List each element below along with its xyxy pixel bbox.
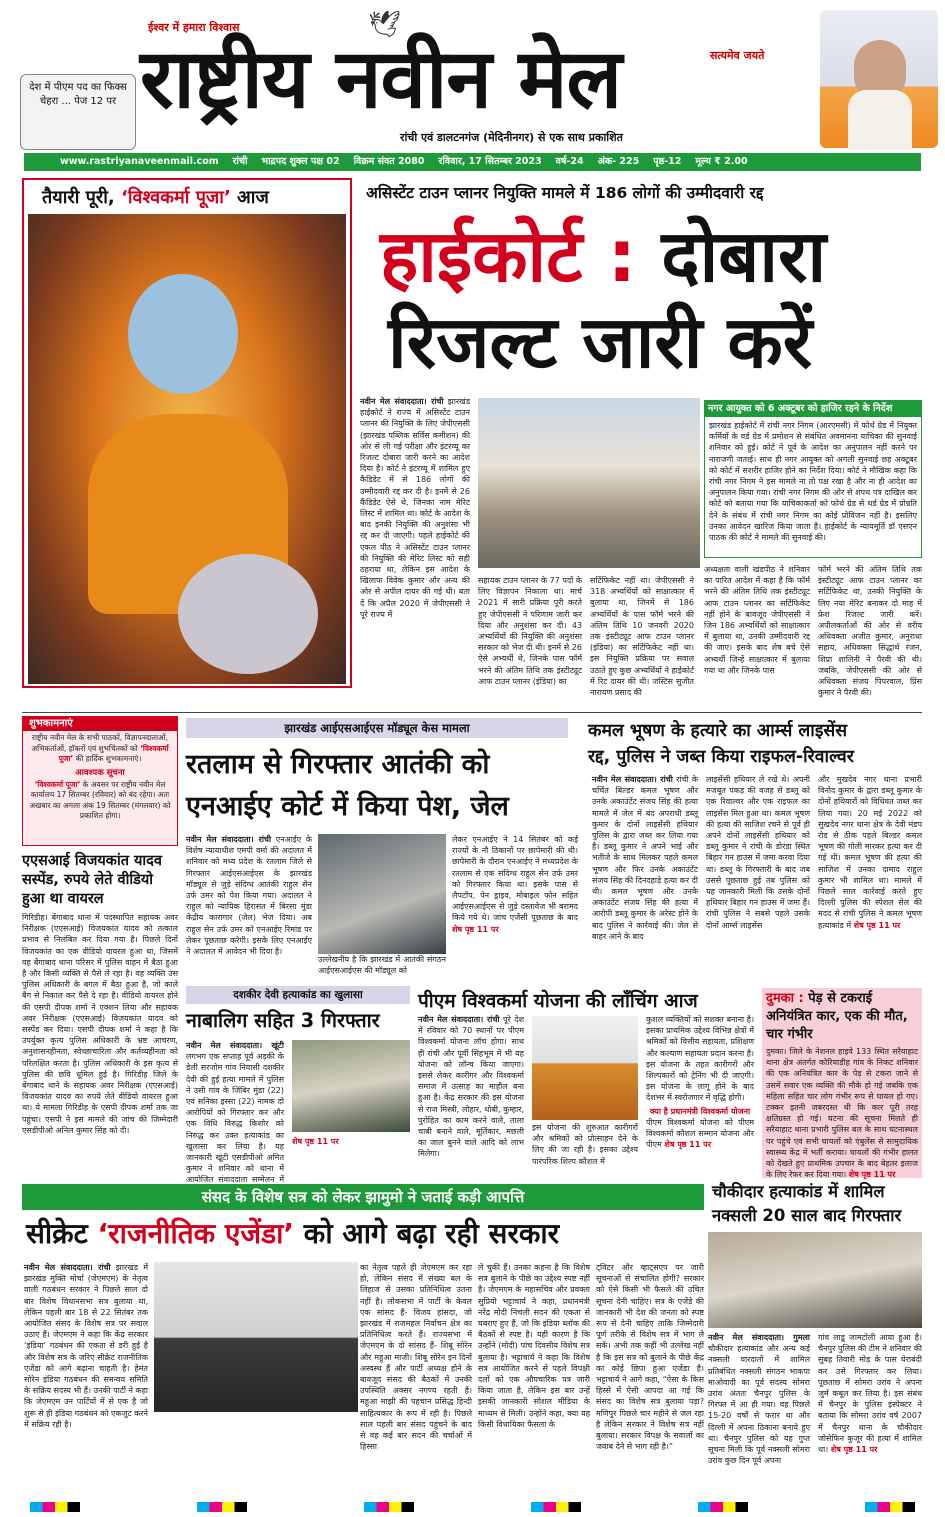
info-price: मूल्य ₹ 2.00 xyxy=(695,156,748,167)
bird-icon: 🕊 xyxy=(368,10,402,40)
kamal-col1: नवीन मेल संवाददाता। रांची रांची के चर्चित बिल्डर कमल भूषण और उनके अकाउंटेंट संजय सिंह की हत्या मामले में जेल में बंद अपराधी डब्लू कुमार के दोनों लाइसेंसी हथियार पुलिस के द्वारा जब्त कर लिया गया है। डब्लू कुमार ने अपने भाई और भतीजे के साथ मिलकर पहले कमल भूषण और फिर उनके अकाउंटेंट संजय सिंह की दिनदहाड़े हत्या कर दी थी। कमल भूषण और उनके अकाउंटेंट संजय सिंह की हत्या में आरोपी डब्लू कुमार के अरेस्ट होने के बाद पुलिस ने कार्रवाई की। जेल से बाहर आने के बाद xyxy=(592,775,699,941)
pm-col1: नवीन मेल संवाददाता। रांची पूरे देश में रविवार को 70 स्थानों पर पीएम विश्वकर्मा योजना लॉच होगा। साथ ही रांची और पूर्वी सिंहभूम में भी यह योजना को लॉन्च किया जाएगा। इससे लेकर कारीगर और विश्वकर्मा समाज में उत्साह का माहौल बना हुआ है। केंद्र सरकार की इस योजना से राज मिस्त्री, लोहार, धोबी, कुम्हार, पुरोहित का काम करने वाले, ताला चाबी बनाने वाले, मूर्तिकार, मछली का जाल बुनने वाले आदि को लाभ मिलेगा। xyxy=(418,1015,525,1159)
info-samvat: विक्रम संवत 2080 xyxy=(353,156,425,167)
kamal-headline-2: रद्द, पुलिस ने जब्त किया राइफल-रिवाल्वर xyxy=(588,747,854,767)
ear-text: देश में पीएम पद का फिक्स चेहरा ... पेज 12 पर xyxy=(29,82,127,107)
lead-col5: फॉर्म भरने की अंतिम तिथि तक इंस्टीट्यूट आफ टाउन प्लानर का सर्टिफिकेट था, उनकी नियुक्ति के लिए नया मेरिट बनाकर दो माह में फ्रेश रिजल्ट जारी करें। अपीलकर्ताओं की ओर से वरीय अधिवक्ता अजीत कुमार, अनुराधा सहाय, अधिवक्ता सिद्धार्थ रंजन, शिप्रा शालिनी ने पैरवी की थी। जबकि, जेपीएससी की ओर से अधिवक्ता संजय पिपरवाल, प्रिंस कुमार ने पैरवी की। xyxy=(818,565,922,698)
chowkidar-photo xyxy=(708,1232,922,1328)
dumka-box xyxy=(762,988,922,1178)
notice-text: ‘विश्वकर्मा पूजा’ के अवसर पर राष्ट्रीय नवीन मेल कार्यालय 17 सितम्बर (रविवार) को बंद रहेगा। अतः अखबार का अगला अंक 19 सितम्बर (मंगलवार) को प्रकाशित होगा। xyxy=(29,779,171,820)
pm-col2: कुशल व्यक्तियों को सशक्त बनाना है। इसका प्राथमिक उद्देश्य विभिन्न क्षेत्रों में श्रमिकों को वित्तीय सहायता, प्रशिक्षण और कल्याण सहायता प्रदान करना है। इस योजना के तहत कारीगरों और शिल्पकारों को ट्रेनिंग भी दी जाएगी। इस योजना के लागू होने के बाद देशभर में स्वरोजगार में वृद्धि होगी। क्या है प्रधानमंत्री विश्वकर्मा योजना पीएम विश्वकर्मा योजना को पीएम विश्वकर्मा कौशल सम्मान योजना और पीएम शेष पृष्ठ 11 पर xyxy=(646,1015,754,1150)
info-varsh: वर्ष-24 xyxy=(555,156,584,167)
dashkari-text: नवीन मेल संवाददाता। खूंटी लगभग एक सप्ताह पूर्व अड़की के डेली सरजोम गांव निवासी दशकीर देवी की हुई हत्या मामले में पुलिस ने उसी गांव के जिंबिर मुंडा (22) एवं सनिका इस्सा (22) नामक दो आरोपियों को गिरफ्तार कर और एक विधि विरुद्ध किशोर को निरुद्ध कर उक्त हत्याकांड का खुलासा कर लिया है। यह जानकारी खूंटी एसडीपीओ अमित कुमार ने शनिवार को थाना में आयोजित संवाददाता सम्मेलन में xyxy=(186,1041,284,1185)
bottom-col1: नवीन मेल संवाददाता। रांची झारखंड में झारखंड मुक्ति मोर्चा (जेएमएम) के नेतृत्व वाली गठबंधन सरकार ने पिछले साल दो बार विशेष विधानसभा सत्र बुलाया था, लेकिन पहली बार 18 से 22 सितंबर तक आयोजित संसद के विशेष सत्र पर सवाल उठाए हैं। जेएमएम ने कहा कि केंद्र सरकार ‘इंडिया’ गठबंधन की एकता से डरी हुई है और विशेष सत्र के जरिए सीक्रेट राजनीतिक एजेंडा को आगे बढ़ाना चाहती है। हेमंत सोरेन इंडिया गठबंधन की समन्वय समिति के सक्रिय सदस्य भी हैं। उनकी पार्टी ने कहा कि जेएमएम उन पार्टियों में से एक है जो शुरू से ही इंडिया गठबंधन को एकजुट करने में सक्रिय रही है। xyxy=(24,1263,148,1429)
chowkidar-col1: नवीन मेल संवाददाता। गुमला चौकीदार हत्याकांड और अन्य कई नक्सली वारदातों में शामिल प्रतिबंधित नक्सली संगठन भाकपा माओवादी का पूर्व सदस्य सोमरा उरांव अंततः चैनपुर पुलिस के गिरफ्त में आ ही गया। वह पिछले 15-20 वर्षों से फरार था और दिल्ली में अपना ठिकाना बनाये हुए था। चैनपुर पुलिस को यह गुप्त सूचना मिली कि पूर्व नक्सली सोमरा उरांव कुछ दिन पूर्व अपना xyxy=(708,1333,810,1466)
asi-text: गिरिडीह। बेंगाबाद थाना में पदस्थापित सहायक अवर निरीक्षक (एएसआई) विजयकांत यादव को तत्काल प्रभाव से निलंबित कर दिया गया है। पिछले दिनों विजयकांत का एक वीडियो वायरल हुआ था, जिसमें वह बेंगाबाद थाना परिसर में पुलिस वाहन में बैठा हुआ है और किसी व्यक्ति से पैसे ले रहा है। वह व्यक्ति उस पुलिस अधिकारी के बगल में बैठा हुआ है, जो काले बैग से निकाल कर पैसे दे रहा है। वीडियो वायरल होने की एसपी दीपक शर्मा ने एक्शन लिया और सहायक अवर निरीक्षक (एएसआई) विजयकांत यादव को सस्पेंड कर दिया। एसपी दीपक शर्मा ने कहा है कि उपर्युक्त कृत्य पुलिस अधिकारी के भ्रष्ट आचरण, अनुशासनहीनता, स्वेच्छाचारिता और कर्तव्यहीनता को परिलक्षित करता है। पुलिस अधिकारी के इस कृत्य से पुलिस की छवि धूमिल हुई है। गिरिडीह जिले के बेंगाबाद थाने के सहायक अवर निरीक्षक (एएसआई) विजयकांत यादव का रुपये लेते वीडियो वायरल हुआ था। ये मामला गिरिडीह के एसपी दीपक शर्मा तक जा पहुंचा। एसपी ने इस मामले की जांच की जिम्मेदारी एसडीपीओ अनिल कुमार सिंह को दी। xyxy=(22,913,178,1135)
ratlam-headline: रतलाम से गिरफ्तार आतंकी को एनआईए कोर्ट में किया पेश, जेल xyxy=(186,749,509,822)
lead-kicker: असिस्टेंट टाउन प्लानर नियुक्ति मामले में 186 लोगों की उम्मीदवारी रद्द xyxy=(366,184,764,202)
info-date: रविवार, 17 सितम्बर 2023 xyxy=(438,156,542,167)
nagar-box-text: झारखंड हाईकोर्ट में रांची नगर निगम (आरएमसी) में फोर्थ ग्रेड में नियुक्त कर्मियों के वर्ड ग्रेड में प्रमोशन से संबंधित अवमानना याचिका की सुनवाई शनिवार को हुई। कोर्ट ने पूर्व के आदेश का अनुपालन नहीं करने पर नाराजगी जताई। साथ ही नगर आयुक्त को अगली सुनवाई छह अक्टूबर को कोर्ट में सशरीर हाजिर होने का निर्देश दिया। कोर्ट ने मौखिक कहा कि रांची नगर निगम ने इस मामले ना तो पक्ष रखा है और ना ही आदेश का अनुपालन किया गया। रांची नगर निगम की ओर से शपथ पत्र दाखिल कर कोर्ट को बताया गया कि याचिकाकर्ता को फोर्थ ग्रेड से थर्ड ग्रेड में प्रोन्नति देने के संबंध में रांची नगर निगम का कोई प्रोविजन नहीं है। इसलिए उनका आवेदन खारिज किया जाता है। हाईकोर्ट के न्यायमूर्ति डॉ एसएन पाठक की कोर्ट ने मामले की सुनवाई की। xyxy=(709,421,917,543)
highcourt-photo xyxy=(478,398,700,568)
chowkidar-headline: चौकीदार हत्याकांड में शामिल नक्सली 20 साल बाद गिरफ्तार xyxy=(712,1182,902,1225)
puja-photo xyxy=(28,214,346,684)
masthead-title: राष्ट्रीय नवीन मेल xyxy=(140,32,622,127)
kamal-col3: और मुखदेव नगर थाना प्रभारी विनोद कुमार के द्वारा डब्लू कुमार के दोनों हथियारों को विधिवत जब्त कर लिया गया। 20 मई 2022 को सुखदेव नगर थाना क्षेत्र के देवी मंडप रोड से ठीक पहले बिल्डर कमल भूषण की गोली मारकर हत्या कर दी गई थी। कमल भूषण की हत्या की साजिश में उनका दामाद राहुल कुमार भी शामिल था। मामले में पिछले साल कार्रवाई करते हुए दिल्ली पुलिस की स्पेशल सेल की मदद से रांची पुलिस ने कमल भूषण हत्याकांड में शेष पृष्ठ 11 पर xyxy=(818,775,922,930)
chowkidar-col2: गांव लाडू जामटोली आया हुआ है। चैनपुर पुलिस की टीम ने शनिवार की सुबह तिवारी मोड़ के पास घेराबंदी कर उसे गिरफ्तार कर लिया। पूछताछ में सोमरा उरांव ने अपना जुर्म कबूल कर लिया है। इस संबंध में चैनपुर के पुलिस इंस्पेक्टर ने बताया कि सोमरा उरांव वर्ष 2007 में चैनपुर थाना के चौकीदार जोसेफिन कुजूर की हत्या में शामिल था। शेष पृष्ठ 11 पर xyxy=(818,1333,922,1455)
ratlam-photo xyxy=(318,834,446,954)
info-pages: पृष्ठ-12 xyxy=(653,156,682,167)
pm-caption: इस योजना की शुरुआत कारीगरों और श्रमिकों को प्रोत्साहन देने के लिए की जा रही है। इसका उद्देश्य पारंपरिक शिल्प कौशल में xyxy=(532,1123,638,1166)
dashkari-photo xyxy=(292,1040,410,1132)
puja-box xyxy=(22,178,352,688)
nagar-box-title: नगर आयुक्त को 6 अक्टूबर को हाजिर रहने के निर्देश xyxy=(705,401,921,417)
lead-col2: सहायक टाउन प्लानर के 77 पदों के लिए विज्ञापन निकाला था। मार्च 2021 में सारी प्रक्रिया पूरी करते हुए जेपीएससी ने परिणाम जारी कर दिया और अनुशंसा कर दी। 43 अभ्यर्थियों की नियुक्ति की अनुशंसा सरकार को भेज दी थी। इनमें से 26 ऐसे अभ्यर्थी थे, जिनके पास फॉर्म भरने की अंतिम तिथि तक इंस्टीट्यूट आफ टाउन प्लानर (इंडिया) का xyxy=(478,576,582,686)
divider xyxy=(22,712,922,713)
pm-photo xyxy=(532,1016,638,1120)
chowkidar-more-link[interactable]: शेष पृष्ठ 11 पर xyxy=(830,1445,878,1455)
bottom-col2: का नेतृत्व पहले ही जेएमएम कर रहा हो, लेकिन संसद में संख्या बल के लिहाज से उसका प्रतिनिधित्व उतना नहीं है। लोकसभा में पार्टी के केवल एक सांसद हैं- विजय हांसदा, जो झारखंड में राजमहल निर्वाचन क्षेत्र का प्रतिनिधित्व करते हैं। राज्यसभा में जेएमएम के दो सांसद हैं- शिबू सोरेन और महुआ माजी। शिबू सोरेन इन दिनों अस्वस्थ हैं और पार्टी अध्यक्ष होने के बावजूद संसद की बैठकों में उनकी उपस्थिति अक्सर नगण्य रहती है। महुआ माझी की पहचान प्रसिद्ध हिन्दी साहित्यकार के रूप में रही है। पिछले साल पहली बार संसद पहुंचने के बाद से वह कई बार सदन की चर्चाओं में हिस्सा xyxy=(360,1263,472,1452)
ratlam-col2: उल्लेखनीय है कि झारखंड में आतंकी संगठन आईएसआईएस की मॉड्यूल को xyxy=(318,955,446,976)
ratlam-col1: नवीन मेल संवाददाता। रांची एनआईए के विशेष न्यायाधीश एमपी वर्मा की अदालत में शनिवार को मध्य प्रदेश के रतलाम जिले से गिरफ्तार आईएसआईएस के झारखंड मॉड्यूल से जुड़े संदिग्ध आतंकी राहुल सेन उर्फ उमर को पेश किया गया। अदालत ने राहुल को न्यायिक हिरासत में बिरसा मुंडा केंद्रीय कारागार (जेल) भेज दिया। अब राहुल सेन उर्फ उमर को एनआईए रिमांड पर लेकर पूछताछ करेगी। इसके लिए एनआईए ने अदालत में आवेदन भी दिया है। xyxy=(186,835,312,957)
dumka-more-link[interactable]: शेष पृष्ठ 11 पर xyxy=(848,1170,896,1180)
kamal-headline-1: कमल भूषण के हत्यारे का आर्म्स लाइसेंस xyxy=(588,721,848,741)
info-city: रांची xyxy=(232,156,248,167)
website-link[interactable]: www.rastriyanaveenmail.com xyxy=(60,156,219,167)
pm-more-link[interactable]: शेष पृष्ठ 11 पर xyxy=(664,1140,711,1150)
ratlam-more-link[interactable]: शेष पृष्ठ 11 पर xyxy=(452,924,499,934)
dashkari-more-link[interactable]: शेष पृष्ठ 11 पर xyxy=(292,1137,339,1146)
shubh-text: राष्ट्रीय नवीन मेल के सभी पाठकों, विज्ञापनदाताओं, अभिकर्ताओं, हॉकरों एवं शुभचिंतकों को ‘विश्वकर्मा पूजा’ की हार्दिक शुभकामनाएं। xyxy=(31,733,169,763)
dumka-text: दुमका। जिले के नेशनल हाइवे 133 स्थित सरैयाहाट थाना क्षेत्र अंतर्गत कोरियाडीह गांव के निकट शनिवार की एक अनियंत्रित कार के पेड़ से टकरा जाने से उसमें सवार एक व्यक्ति की मौके हो गई जबकि एक महिला सहित चार लोग गंभीर रूप से घायल हो गए। टक्कर इतनी जबरदस्त थी कि कार पूरी तरह क्षतिग्रस्त हो गई। घटना की सूचना मिलते ही सरैयाहाट थाना प्रभारी पुलिस बल के साथ घटनास्थल पर पहुंचे एवं सभी घायलों को एंबुलेंस से सामुदायिक स्वास्थ्य केंद्र में भर्ती कराया। घायलों की गंभीर हालत को देखते हुए प्राथमिक उपचार के बाद बेहतर इलाज के लिए रेफर कर दिया गया। शेष पृष्ठ 11 पर xyxy=(766,1047,918,1180)
lead-headline: हाईकोर्ट : दोबारा xyxy=(380,214,827,298)
info-paksh: भाद्रपद शुक्ल पक्ष 02 xyxy=(261,156,340,167)
masthead xyxy=(0,0,945,152)
dashkari-more xyxy=(292,1136,410,1176)
asi-headline: एएसआई विजयकांत यादव सस्पेंड, रुपये लेते वीडियो हुआ था वायरल xyxy=(22,853,162,907)
shubh-title: शुभकामनाएं xyxy=(23,717,177,731)
info-bar xyxy=(24,153,921,171)
bottom-col3: ले चुकी हैं। उनका कहना है कि विशेष सत्र बुलाने के पीछे का उद्देश्य स्पष्ट नहीं है। जेएमएम के महासचिव और प्रवक्ता सुप्रियो भट्टाचार्य ने कहा, प्रधानमंत्री नरेंद्र मोदी निचली सदन की एकता से घबराए हुए हैं, जो कि इंडिया ब्लॉक की बैठकों से स्पष्ट है। यही कारण है कि उन्होंने (मोदी) पांच दिवसीय विशेष सत्र बुलाया है। भट्टाचार्य ने कहा कि विशेष सत्र आयोजित करने से पहले विपक्षी दलों को एक औपचारिक पत्र जारी किया जाता है, लेकिन इस बार उन्हें इसकी जानकारी सोशल मीडिया के माध्यम से मिली। उन्होंने कहा, क्या यह किसी विधायिका फैसला के xyxy=(478,1263,590,1429)
portrait-photo xyxy=(820,10,938,148)
pm-box-head: क्या है प्रधानमंत्री विश्वकर्मा योजना xyxy=(649,1106,751,1116)
bottom-col4: ट्विटर और व्हाट्सएप पर जारी सूचनाओं से संचालित होगी? सरकार को ऐसे किसी भी फैसले की उचित सूचना देनी चाहिए। सत्र के एजेंडे की जानकारी भी देश की जनता को स्पष्ट रूप से देनी चाहिए ताकि जिम्मेदारी पूर्ण तरीके से विशेष सत्र में भाग ले सकें। अभी तक कहीं भी उल्लेख नहीं है कि इस सत्र को बुलाने के पीछे केंद्र का कोई छिपा हुआ एजेंडा है। भट्टाचार्य ने आगे कहा, “ऐसा के किस हिस्से में ऐसी आपदा आ गई कि संसद का विशेष सत्र बुलाया पड़ा? मणिपुर पिछले चार महीने से जल रहा है लेकिन सरकार ने विशेष सत्र नहीं बुलाया। सरकार विपक्ष के सवालों का जवाब देने से भाग रही है।” xyxy=(596,1263,704,1452)
color-registration-bar xyxy=(30,1502,915,1512)
ear-box xyxy=(20,74,136,150)
kamal-col2: लाइसेंसी हथियार ले रखे थे। अपनी मजबूत पकड़ की वजह से डब्लू को एक रिवाल्वर और एक राइफल का लाइसेंस मिल हुआ था। कमल भूषण की हत्या की साजिश रचने से पूर्व ही अपने दोनों लाइसेंसी हथियार को डब्लू कुमार ने रांची के डोरंडा स्थित बिहार गन हाउस में जमा करवा दिया था। डब्लू के गिरफ्तारी के बाद जब उससे पूछताछ हुई तब पुलिस को यह जानकारी मिली कि उसके दोनों हथियार बिहार गन हाउस में जमा हैं। रांची पुलिस ने सबसे पहले उसके दोनों आर्म्स लाइसेंस xyxy=(706,775,810,930)
puja-title: तैयारी पूरी, ‘विश्वकर्मा पूजा’ आज xyxy=(42,187,269,208)
lead-col1: नवीन मेल संवाददाता। रांची झारखंड हाईकोर्ट ने राज्य में असिस्टेंट टाउन प्लानर की नियुक्ति के लिए जेपीएससी (झारखंड पब्लिक सर्विस कमीशन) की ओर से ली गई परीक्षा और इंटरव्यू का रिजल्ट दोबारा जारी करने का आदेश दिया है। कोर्ट ने इंटरव्यू में शामिल हुए कैंडिडेट में से 186 लोगों की उम्मीदवारी रद्द कर दी है। इनमें से 26 कैंडिडेट ऐसे थे, जिनका नाम मेरिट लिस्ट में शामिल था। कोर्ट के आदेश के बाद इनकी नियुक्ति की अनुशंसा भी रद्द कर दी जाएगी। पहले हाईकोर्ट की एकल पीठ ने असिस्टेंट टाउन प्लानर की नियुक्ति की मेरिट लिस्ट को सही ठहराया था, लेकिन इस आदेश के खिलाफ विवेक कुमार और अन्य की ओर से अपील दायर की गई थी। बता दें कि अप्रैल 2020 में जेपीएससी ने पूरे राज्य में xyxy=(360,397,470,619)
ratlam-col3: लेकर एनआईए ने 14 सितंबर को कई राज्यों के नौ ठिकानों पर छापेमारी की थी। छापेमारी के दौरान एनआईए ने मध्यप्रदेश के रतलाम से एक संदिग्ध राहुल सेन उर्फ उमर को गिरफ्तार किया था। इसके पास से लैपटॉप, पेन ड्राइव, मोबाइल फोन सहित आईएसआईएस से जुड़े दस्तावेज भी बरामद किये गये थे। जांच एजेंसी पूछताछ के बाद शेष पृष्ठ 11 पर xyxy=(452,835,578,934)
info-ank: अंक- 225 xyxy=(597,156,640,167)
nagar-box xyxy=(704,400,922,558)
tagline-right: सत्यमेव जयते xyxy=(710,49,765,62)
notice-title: आवश्यक सूचना xyxy=(75,767,125,778)
kamal-more-link[interactable]: शेष पृष्ठ 11 पर xyxy=(853,920,901,930)
dumka-headline: दुमका : पेड़ से टकराई अनियंत्रित कार, एक की मौत, चार गंभीर xyxy=(766,991,908,1042)
masthead-subtitle: रांची एवं डालटनगंज (मेदिनीनगर) से एक साथ प्रकाशित xyxy=(400,131,623,144)
bottom-headline: सीक्रेट ‘राजनीतिक एजेंडा’ को आगे बढ़ा रही सरकार xyxy=(26,1217,560,1250)
lead-col4: अध्यक्षता वाली खंडपीठ ने शनिवार का पारित आदेश में कहा है कि फॉर्म भरने की अंतिम तिथि तक इंस्टीट्यूट आफ टाउन प्लानर का सर्टिफिकेट नहीं होने के बावजूद जेपीएससी ने जिन 186 अभ्यर्थियों को साक्षात्कार में बुलाया था, उनकी उम्मीदवारी रद्द की जाए। इसके बाद शेष बचे ऐसे अभ्यर्थी जिन्हें साक्षात्कार में बुलाया गया था और जिनके पास xyxy=(704,565,810,675)
hemant-photo xyxy=(154,1262,358,1412)
ratlam-kicker: झारखंड आईएसआईएस मॉड्यूल केस मामला xyxy=(186,718,568,738)
shubh-box xyxy=(22,716,178,846)
lead-col3: सर्टिफिकेट नहीं था। जेपीएससी ने 318 अभ्यर्थियों को साक्षात्कार में बुलाया था, जिनमें से 186 अभ्यर्थियों के पास फॉर्म भरने की अंतिम तिथि 10 जनवरी 2020 तक इंस्टीट्यूट आफ टाउन प्लानर (इंडिया) का सर्टिफिकेट नहीं था। इस नियुक्ति प्रक्रिया पर सवाल उठाते हुए कुछ अभ्यर्थियों ने हाईकोर्ट में रिट दायर की थी। जस्टिस सुजीत नारायण प्रसाद की xyxy=(590,576,694,698)
dashkari-headline: नाबालिग सहित 3 गिरफ्तार xyxy=(186,1009,380,1032)
tagline-left: ईश्वर में हमारा विश्वास xyxy=(148,21,240,34)
pm-headline: पीएम विश्वकर्मा योजना की लॉंचिंग आज xyxy=(418,990,698,1012)
lead-headline-2: रिजल्ट जारी करें xyxy=(388,300,813,384)
dashkari-kicker: दशकीर देवी हत्याकांड का खुलासा xyxy=(186,986,410,1004)
bottom-kicker: संसद के विशेष सत्र को लेकर झामुमो ने जताई कड़ी आपत्ति xyxy=(22,1184,704,1210)
